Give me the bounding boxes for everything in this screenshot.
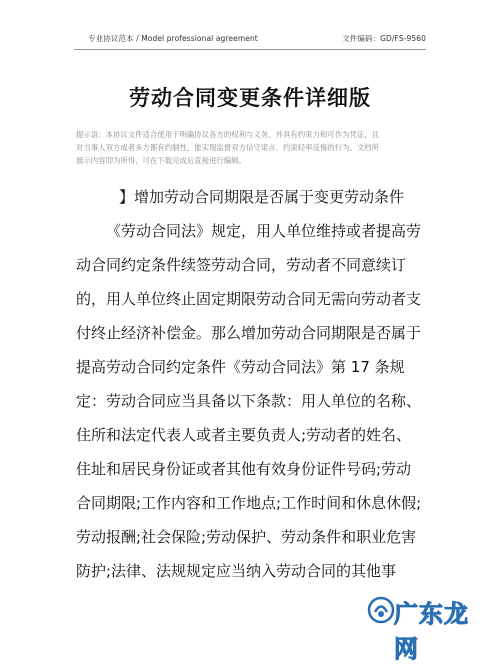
page-header [74,33,426,47]
document-body [76,180,434,588]
body-line: 动合同约定条件续签劳动合同，劳动者不同意续订 [76,256,407,274]
header-document-code: 文件编码：GD/FS-9560 [342,34,426,43]
body-line: 合同期限;工作内容和工作地点;工作时间和休息休假; [76,494,422,512]
body-line-heading: 】增加劳动合同期限是否属于变更劳动条件 [119,188,405,206]
body-line: 防护;法律、法规规定应当纳入劳动合同的其他事 [76,562,397,580]
body-line: 定：劳动合同应当具备以下条款：用人单位的名称、 [76,392,422,410]
body-line: 的，用人单位终止固定期限劳动合同无需向劳动者支 [76,290,422,308]
body-line: 付终止经济补偿金。那么增加劳动合同期限是否属于 [76,324,422,342]
tip-line: 展示内容即为所得，可在下载完成后直接进行编辑。 [76,156,246,165]
header-divider [74,49,426,50]
watermark-logo-icon [366,595,396,625]
header-left-text: 专业协议范本 / Model professional agreement [88,34,258,43]
site-watermark [364,591,492,663]
body-line: 住所和法定代表人或者主要负责人;劳动者的姓名、 [76,426,412,444]
document-title: 劳动合同变更条件详细版 [129,86,371,110]
body-line: 提高劳动合同约定条件《劳动合同法》第 17 条规 [76,358,405,376]
tip-line: 提示语：本协议文件适合使用于明确协议各方的权利与义务、并具有约束力和可作为凭证，且 [76,130,380,139]
body-line: 住址和居民身份证或者其他有效身份证件号码;劳动 [76,460,412,478]
watermark-text: 广东龙网 [394,600,469,663]
tip-line: 对当事人双方或者多方都有约制性，能实现监督双方信守诺言、约束轻率反悔的行为。文档所 [76,143,380,152]
body-line: 劳动报酬;社会保险;劳动保护、劳动条件和职业危害 [76,528,417,546]
tip-paragraph [76,128,430,167]
body-line: 《劳动合同法》规定，用人单位维持或者提高劳 [106,222,422,240]
